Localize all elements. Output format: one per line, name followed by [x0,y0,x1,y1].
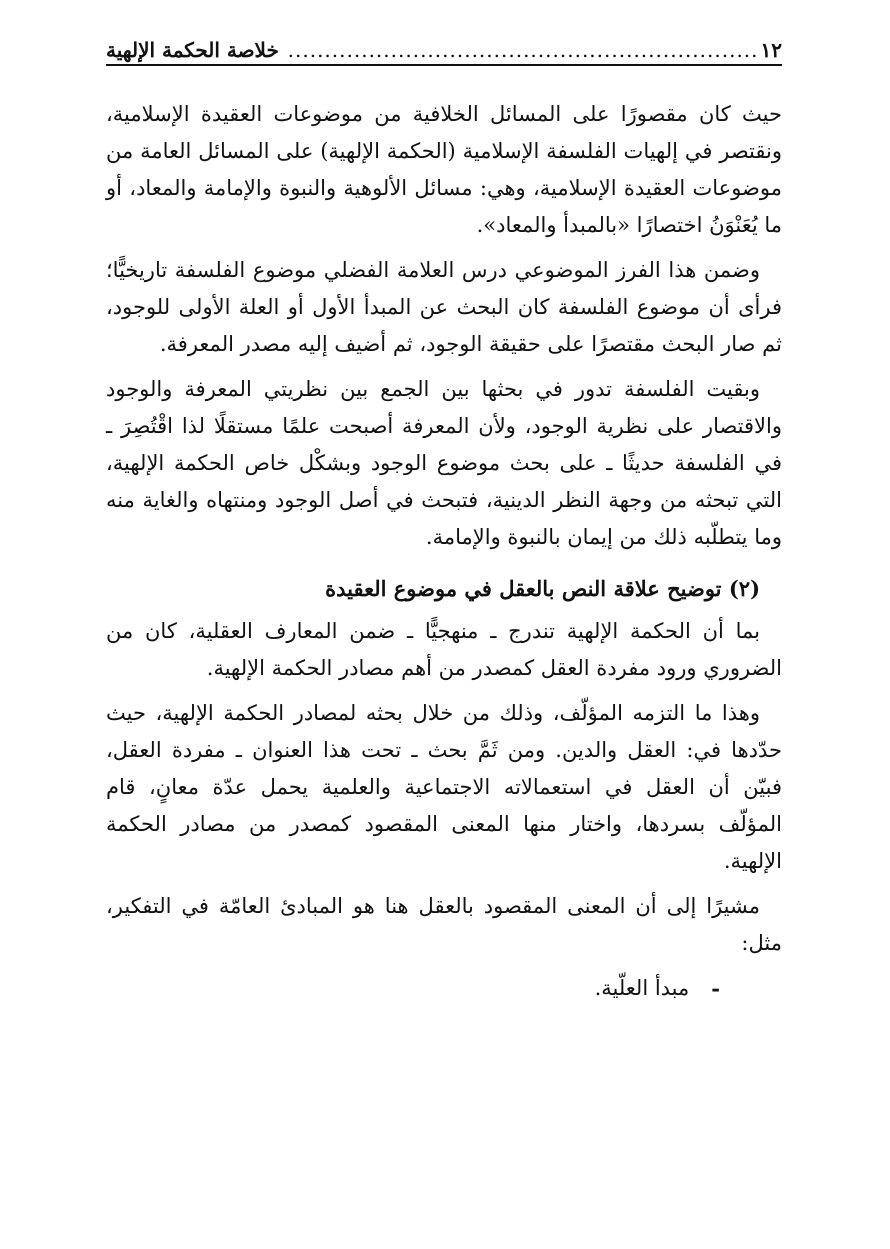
paragraph-3: وبقيت الفلسفة تدور في بحثها بين الجمع بين نظريتي المعرفة والوجود والاقتصار على نظرية الوجود، ولأن المعرفة أصبحت علمًا مستقلًا لذا اقْتُصِرَ ـ في الفلسفة حديثًا ـ على بحث موضوع الوجود وبشكْل خاص الحكمة الإلهية، التي تبحثه من وجهة النظر الدينية، فتبحث في أصل الوجود ومنتهاه والغاية منه وما يتطلّبه ذلك من إيمان بالنبوة والإمامة. [106,377,782,549]
paragraph-2: وضمن هذا الفرز الموضوعي درس العلامة الفضلي موضوع الفلسفة تاريخيًّا؛ فرأى أن موضوع الفلسفة كان البحث عن المبدأ الأول أو العلة الأولى للوجود، ثم صار البحث مقتصرًا على حقيقة الوجود، ثم أضيف إليه مصدر المعرفة. [106,258,782,356]
section-heading: (٢) توضيح علاقة النص بالعقل في موضوع العقيدة [325,576,760,601]
list-item [106,970,720,1007]
paragraph-5: وهذا ما التزمه المؤلّف، وذلك من خلال بحثه لمصادر الحكمة الإلهية، حيث حدّدها في: العقل والدين. ومن ثَمَّ بحث ـ تحت هذا العنوان ـ مفردة العقل، فبيّن أن العقل في استعمالاته الاجتماعية والعلمية يحمل عدّة معانٍ، قام المؤلّف بسردها، واختار منها المعنى المقصود كمصدر من مصادر الحكمة الإلهية. [106,701,782,873]
book-title: خلاصة الحكمة الإلهية [106,38,279,62]
document-page [106,30,782,1007]
bullet-text: مبدأ العلّية. [594,976,690,1000]
bullet-dash: - [711,976,720,1001]
paragraph-6: مشيرًا إلى أن المعنى المقصود بالعقل هنا هو المبادئ العامّة في التفكير، مثل: [106,894,782,955]
body-text [106,96,782,1007]
running-header [106,30,782,66]
page-number: ١٢ [760,38,782,62]
header-leader-dots: ................................................................ [287,38,759,62]
paragraph-4: بما أن الحكمة الإلهية تندرج ـ منهجيًّا ـ ضمن المعارف العقلية، كان من الضروري ورود مفردة العقل كمصدر من أهم مصادر الحكمة الإلهية. [106,619,782,680]
paragraph-1: حيث كان مقصورًا على المسائل الخلافية من موضوعات العقيدة الإسلامية، ونقتصر في إلهيات الفلسفة الإسلامية (الحكمة الإلهية) على المسائل العامة من موضوعات العقيدة الإسلامية، وهي: مسائل الألوهية والنبوة والإمامة والمعاد، أو ما يُعَنْوَنُ اختصارًا «بالمبدأ والمعاد». [106,102,782,237]
